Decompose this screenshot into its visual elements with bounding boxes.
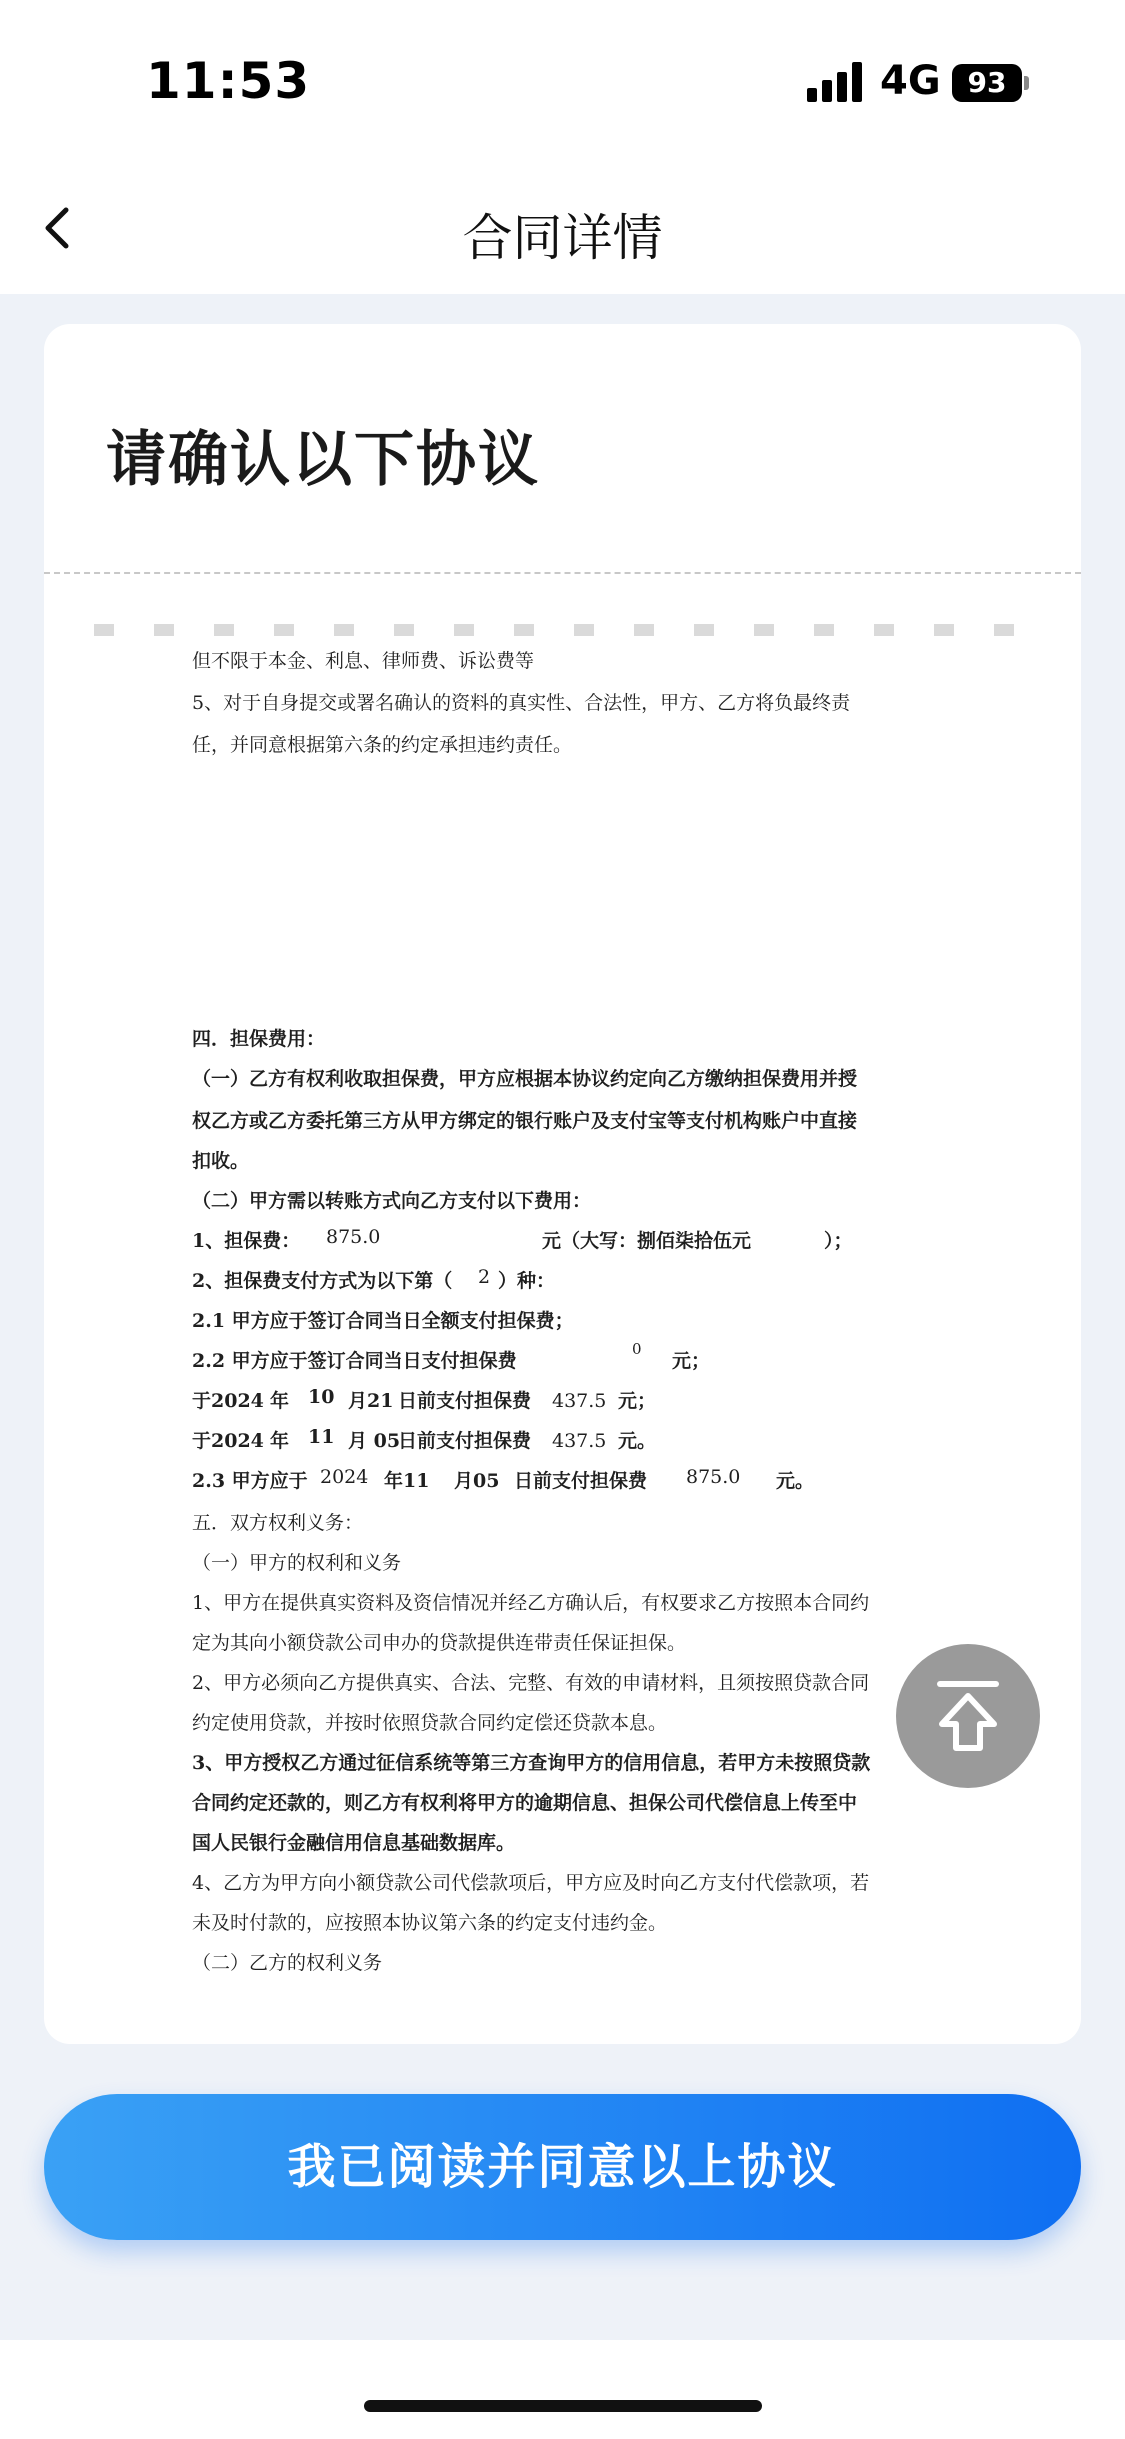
battery-tip: [1024, 76, 1029, 90]
doc-line: 2.1 甲方应于签订合同当日全额支付担保费；: [192, 1310, 574, 1332]
status-bar: [0, 0, 1125, 170]
home-indicator[interactable]: [364, 2400, 762, 2412]
doc-line: 日前支付担保费: [514, 1470, 648, 1492]
doc-line: 年: [270, 1390, 290, 1412]
doc-amount: 437.5: [552, 1390, 607, 1412]
doc-line: 任，并同意根据第六条的约定承担违约责任。: [192, 734, 573, 756]
doc-line: 年: [270, 1430, 290, 1452]
doc-line: 月 05: [348, 1430, 401, 1452]
arrow-up-to-top-icon: [896, 1644, 1040, 1788]
doc-line: （二）甲方需以转账方式向乙方支付以下费用：: [192, 1190, 592, 1212]
doc-line: 11: [308, 1426, 335, 1448]
page-title: 合同详情: [462, 209, 663, 267]
doc-line: 合同约定还款的，则乙方有权利将甲方的逾期信息、担保公司代偿信息上传至中: [192, 1792, 858, 1814]
doc-line: 5、对于自身提交或署名确认的资料的真实性、合法性，甲方、乙方将负最终责: [192, 692, 851, 714]
doc-line: 元。: [618, 1430, 657, 1452]
doc-fee-words: 元（大写：捌佰柒拾伍元: [542, 1230, 752, 1252]
doc-amount: 0: [632, 1340, 642, 1358]
doc-line: 2、甲方必须向乙方提供真实、合法、完整、有效的申请材料，且须按照贷款合同: [192, 1672, 870, 1694]
doc-line: 元。: [776, 1470, 815, 1492]
doc-line: 定为其向小额贷款公司申办的贷款提供连带责任保证担保。: [192, 1632, 687, 1654]
doc-line: （二）乙方的权利义务: [192, 1952, 383, 1974]
doc-fee-close: ）；: [824, 1230, 853, 1252]
doc-line: 10: [308, 1386, 335, 1408]
doc-line: 约定使用贷款，并按时依照贷款合同约定偿还贷款本息。: [192, 1712, 668, 1734]
network-type: 4G: [880, 58, 941, 104]
doc-amount: 437.5: [552, 1430, 607, 1452]
doc-line: 日前支付担保费: [398, 1430, 532, 1452]
doc-line: 2024: [320, 1466, 369, 1488]
cellular-signal-icon: [807, 62, 863, 102]
doc-line: 2.2 甲方应于签订合同当日支付担保费: [192, 1350, 517, 1372]
doc-line: 月05: [454, 1470, 500, 1492]
navigation-bar: [0, 170, 1125, 294]
doc-line: 2.3 甲方应于: [192, 1470, 308, 1492]
doc-line: 于2024: [192, 1390, 264, 1412]
doc-line: （一）乙方有权利收取担保费，甲方应根据本协议约定向乙方缴纳担保费用并授: [192, 1068, 858, 1090]
doc-section-heading: 五．双方权利义务：: [192, 1512, 364, 1534]
doc-line: ）种：: [498, 1270, 556, 1292]
home-indicator-area: [0, 2340, 1125, 2439]
doc-line: 权乙方或乙方委托第三方从甲方绑定的银行账户及支付宝等支付机构账户中直接: [192, 1110, 858, 1132]
doc-line: 未及时付款的，应按照本协议第六条的约定支付违约金。: [192, 1912, 668, 1934]
doc-line: （一）甲方的权利和义务: [192, 1552, 402, 1574]
doc-line: 2、担保费支付方式为以下第（: [192, 1270, 453, 1292]
doc-line: 月21: [348, 1390, 394, 1412]
doc-line: 日前支付担保费: [398, 1390, 532, 1412]
doc-section-heading: 四．担保费用：: [192, 1028, 326, 1050]
doc-fee-amount: 875.0: [326, 1226, 381, 1248]
doc-line: 元；: [618, 1390, 657, 1412]
scroll-to-top-button[interactable]: [896, 1644, 1040, 1788]
doc-line: 年11: [384, 1470, 430, 1492]
battery-icon: 93: [952, 64, 1022, 102]
doc-line: 但不限于本金、利息、律师费、诉讼费等: [192, 650, 535, 672]
agree-button[interactable]: 我已阅读并同意以上协议: [44, 2094, 1081, 2240]
doc-line: 1、甲方在提供真实资料及资信情况并经乙方确认后，有权要求乙方按照本合同约: [192, 1592, 870, 1614]
doc-line: 元；: [672, 1350, 711, 1372]
doc-line: 4、乙方为甲方向小额贷款公司代偿款项后，甲方应及时向乙方支付代偿款项，若: [192, 1872, 870, 1894]
card-heading: 请确认以下协议: [106, 425, 540, 495]
doc-line: 扣收。: [192, 1150, 250, 1172]
doc-line: 于2024: [192, 1430, 264, 1452]
doc-option-number: 2: [478, 1266, 491, 1288]
cut-off-text-line: [94, 624, 1024, 636]
status-time: 11:53: [146, 52, 311, 110]
doc-line: 3、甲方授权乙方通过征信系统等第三方查询甲方的信用信息，若甲方未按照贷款: [192, 1752, 871, 1774]
dashed-divider: [44, 572, 1081, 574]
doc-line: 国人民银行金融信用信息基础数据库。: [192, 1832, 516, 1854]
doc-amount: 875.0: [686, 1466, 741, 1488]
doc-fee-label: 1、担保费：: [192, 1230, 301, 1252]
